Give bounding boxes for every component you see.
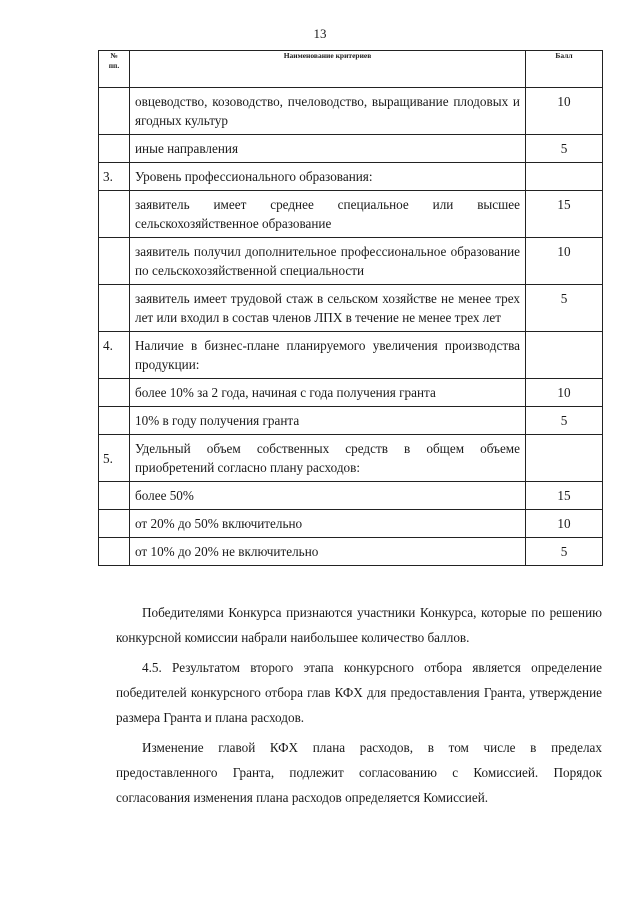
row-criterion: заявитель имеет среднее специальное или высшее сельскохозяйственное образование [130, 191, 526, 238]
row-num [99, 238, 130, 285]
table-row [99, 135, 603, 163]
body-text [116, 600, 602, 810]
table-row [99, 163, 603, 191]
row-score: 10 [526, 379, 603, 407]
row-num [99, 135, 130, 163]
row-criterion: Наличие в бизнес-плане планируемого увеличения производства продукции: [130, 332, 526, 379]
table-row [99, 285, 603, 332]
table-row [99, 538, 603, 566]
row-score: 10 [526, 88, 603, 135]
row-num [99, 482, 130, 510]
criteria-table [98, 50, 603, 566]
row-score [526, 163, 603, 191]
header-num-abbr: пп. [108, 61, 120, 70]
row-score: 10 [526, 510, 603, 538]
row-num [99, 379, 130, 407]
header-name: Наименование критериев [130, 51, 526, 88]
row-num: 4. [99, 332, 130, 379]
row-criterion: Уровень профессионального образования: [130, 163, 526, 191]
table-row [99, 238, 603, 285]
table-row [99, 510, 603, 538]
paragraph-winners: Победителями Конкурса признаются участники Конкурса, которые по решению конкурсной комиссии набрали наибольшее количество баллов. [116, 605, 602, 645]
table-row [99, 332, 603, 379]
row-criterion: от 20% до 50% включительно [130, 510, 526, 538]
header-score: Балл [526, 51, 603, 88]
row-num [99, 510, 130, 538]
row-num [99, 285, 130, 332]
row-num: 3. [99, 163, 130, 191]
row-score: 5 [526, 407, 603, 435]
row-num [99, 88, 130, 135]
row-score: 5 [526, 538, 603, 566]
table-row [99, 379, 603, 407]
row-criterion: заявитель получил дополнительное профессиональное образование по сельскохозяйственной специальности [130, 238, 526, 285]
row-criterion: иные направления [130, 135, 526, 163]
table-header-row [99, 51, 603, 88]
row-score: 5 [526, 285, 603, 332]
row-score [526, 332, 603, 379]
row-num [99, 191, 130, 238]
table-row [99, 407, 603, 435]
paragraph-plan-change: Изменение главой КФХ плана расходов, в том числе в пределах предоставленного Гранта, подлежит согласованию с Комиссией. Порядок согласования изменения плана расходов определяется Комиссией. [116, 740, 602, 805]
table-row [99, 191, 603, 238]
row-criterion: Удельный объем собственных средств в общем объеме приобретений согласно плану расходов: [130, 435, 526, 482]
row-score [526, 435, 603, 482]
row-num: 5. [99, 435, 130, 482]
row-score: 5 [526, 135, 603, 163]
row-criterion: овцеводство, козоводство, пчеловодство, выращивание плодовых и ягодных культур [130, 88, 526, 135]
row-num [99, 538, 130, 566]
row-criterion: более 50% [130, 482, 526, 510]
row-num [99, 407, 130, 435]
table-row [99, 482, 603, 510]
row-criterion: более 10% за 2 года, начиная с года получения гранта [130, 379, 526, 407]
paragraph-4-5: 4.5. Результатом второго этапа конкурсного отбора является определение победителей конкурсного отбора глав КФХ для предоставления Гранта, утверждение размера Гранта и плана расходов. [116, 660, 602, 725]
row-score: 15 [526, 191, 603, 238]
table-row [99, 435, 603, 482]
row-criterion: от 10% до 20% не включительно [130, 538, 526, 566]
row-criterion: 10% в году получения гранта [130, 407, 526, 435]
row-score: 10 [526, 238, 603, 285]
row-criterion: заявитель имеет трудовой стаж в сельском хозяйстве не менее трех лет или входил в состав членов ЛПХ в течение не менее трех лет [130, 285, 526, 332]
table-row [99, 88, 603, 135]
header-num-symbol: № [110, 51, 118, 60]
header-num [99, 51, 130, 88]
row-score: 15 [526, 482, 603, 510]
page-number: 13 [313, 26, 327, 41]
